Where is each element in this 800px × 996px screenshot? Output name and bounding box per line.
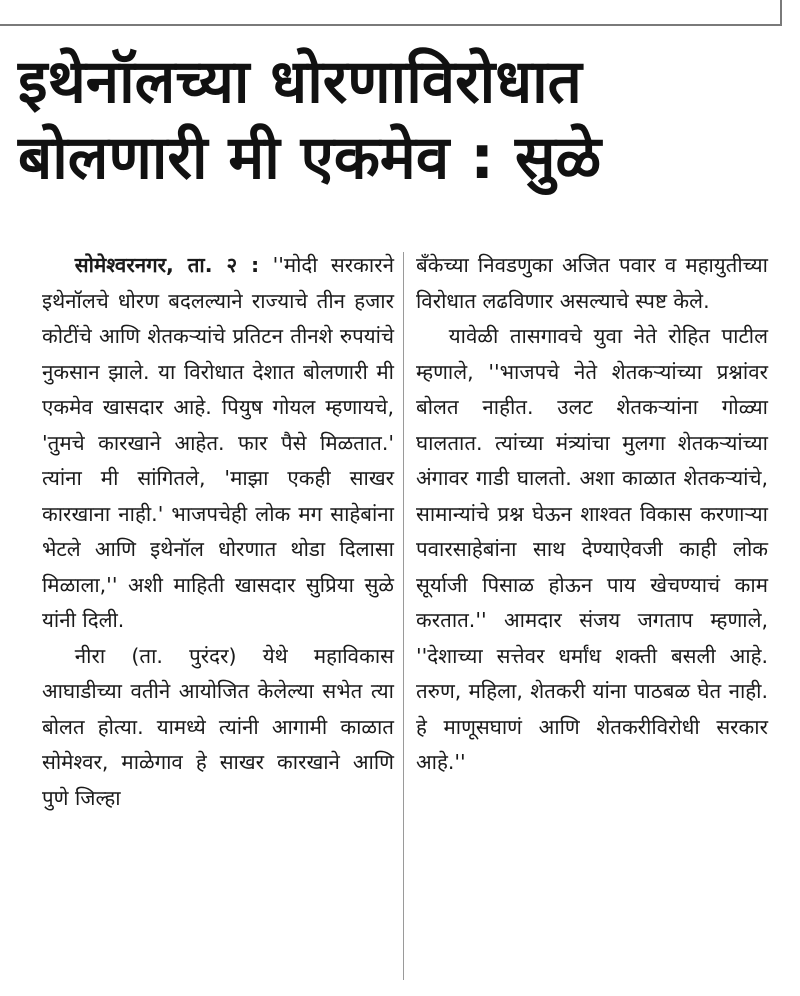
top-border-rule <box>0 0 782 26</box>
headline-line-2: बोलणारी मी एकमेव : सुळे <box>18 123 602 193</box>
article-column-right <box>416 248 768 781</box>
article-paragraph: यावेळी तासगावचे युवा नेते रोहित पाटील म्हणाले, ''भाजपचे नेते शेतकऱ्यांच्या प्रश्नांवर बोलत नाहीत. उलट शेतकऱ्यांना गोळ्या घालतात. त्यांच्या मंत्र्यांचा मुलगा शेतकऱ्यांच्या अंगावर गाडी घालतो. अशा काळात शेतकऱ्यांचे, सामान्यांचे प्रश्न घेऊन शाश्वत विकास करणाऱ्या पवारसाहेबांना साथ देण्याऐवजी काही लोक सूर्याजी पिसाळ होऊन पाय खेचण्याचं काम करतात.'' आमदार संजय जगताप म्हणाले, ''देशाच्या सत्तेवर धर्मांध शक्ती बसली आहे. तरुण, महिला, शेतकरी यांना पाठबळ घेत नाही. हे माणूसघाणं आणि शेतकरीविरोधी सरकार आहे.'' <box>416 324 768 774</box>
article-paragraph: बँकेच्या निवडणुका अजित पवार व महायुतीच्या विरोधात लढविणार असल्याचे स्पष्ट केले. <box>416 253 768 313</box>
article-paragraph <box>42 248 394 639</box>
headline-line-1: इथेनॉलच्या धोरणाविरोधात <box>18 47 582 117</box>
column-divider <box>403 252 404 980</box>
article-paragraph: नीरा (ता. पुरंदर) येथे महाविकास आघाडीच्या वतीने आयोजित केलेल्या सभेत त्या बोलत होत्या. यामध्ये त्यांनी आगामी काळात सोमेश्वर, माळेगाव हे साखर कारखाने आणि पुणे जिल्हा <box>42 643 394 810</box>
dateline: सोमेश्वरनगर, ता. २ : <box>74 253 260 277</box>
article-column-left <box>42 248 394 816</box>
paragraph-text: ''मोदी सरकारने इथेनॉलचे धोरण बदलल्याने राज्याचे तीन हजार कोटींचे आणि शेतकऱ्यांचे प्रतिटन तीनशे रुपयांचे नुकसान झाले. या विरोधात देशात बोलणारी मी एकमेव खासदार आहे. पियुष गोयल म्हणायचे, 'तुमचे कारखाने आहेत. फार पैसे मिळतात.' त्यांना मी सांगितले, 'माझा एकही साखर कारखाना नाही.' भाजपचेही लोक मग साहेबांना भेटले आणि इथेनॉल धोरणात थोडा दिलासा मिळाला,'' अशी माहिती खासदार सुप्रिया सुळे यांनी दिली. <box>42 253 394 632</box>
headline <box>18 44 782 196</box>
